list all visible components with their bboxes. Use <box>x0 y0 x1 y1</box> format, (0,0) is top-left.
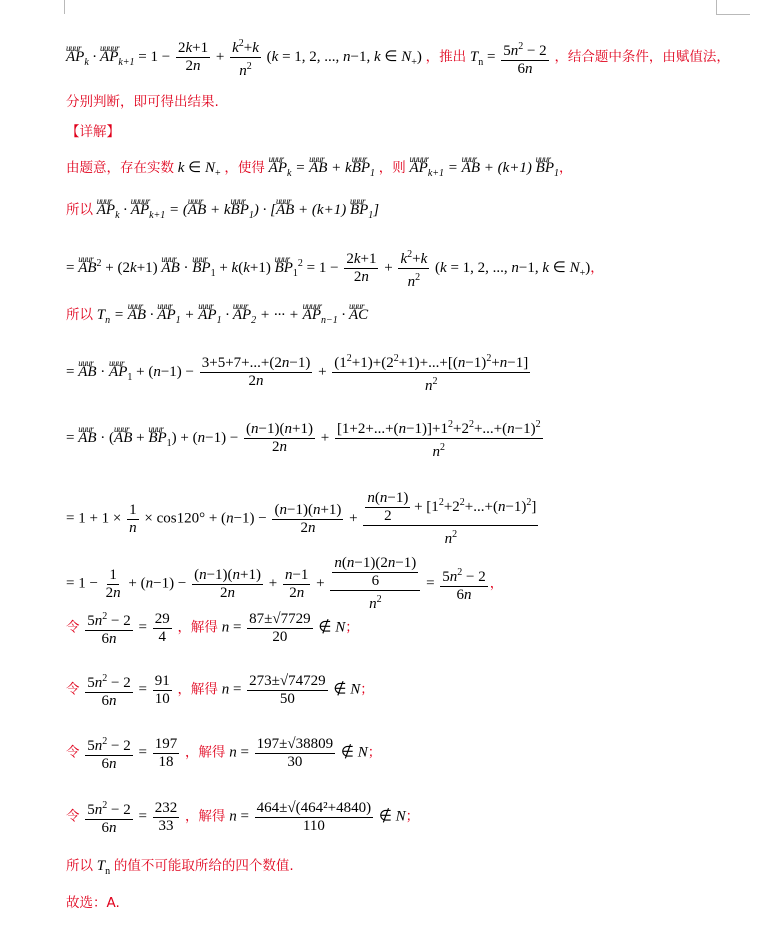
eq4-num: 232 <box>154 799 178 816</box>
eq4-ling: 令 <box>66 808 80 825</box>
line-8: = uuur AB · uuur $AP_1 + (n-1)$ − $\frac{3+5+7+...+(2n-1)}{2n}$ + $\frac{(1^2+1)+(2^2+1)+...+[(n-1)^2+n-1]}{n^2}$ <box>66 350 532 395</box>
eq1-ling: 令 <box>66 619 80 636</box>
line-1-text-a: ，推出 <box>425 48 467 65</box>
eq4-sol-den: 110 <box>302 817 325 834</box>
line-7-text: 所以 <box>66 307 93 323</box>
page-corner-mark-left <box>64 0 65 14</box>
line-5: 所以 uuur $AP_k$ · uuuur $AP_{k+1}$ = (uuur AB + kuuur $BP_1$) · [uuur AB + (k+1) uuur $BP_1$] <box>66 200 379 226</box>
line-1-text-b: ，结合题中条件，由赋值法， <box>554 48 730 65</box>
page-corner-mark-right-h <box>716 14 750 15</box>
eq2-den: 10 <box>154 690 170 707</box>
line-4-text-a: 由题意，存在实数 <box>66 160 174 176</box>
detail-heading: 【详解】 <box>66 124 120 140</box>
page-corner-mark-right <box>716 0 717 14</box>
eq3-sol-den: 30 <box>287 753 303 770</box>
eq2-sol-den: 50 <box>279 690 295 707</box>
eq3-jiede: ，解得 <box>184 744 226 761</box>
eq1-sol-num: 87±√7729 <box>249 610 311 627</box>
eq4-sol-num: 464±√(464²+4840) <box>256 799 372 816</box>
eq3-num: 197 <box>154 735 178 752</box>
line-4-text-b: ，使得 <box>224 160 265 176</box>
eq4-jiede: ，解得 <box>184 808 226 825</box>
eq1-den: 4 <box>158 628 166 645</box>
eq1-num: 29 <box>154 610 170 627</box>
line-2-text: 分别判断，即可得出结果. <box>66 94 219 110</box>
line-9: = uuur AB · (uuur AB + uuur $BP_1) + (n-1)$ − $\frac{(n-1)(n+1)}{2n}$ + $\frac{[1+2+...+(n-1)]+1^2+2^2+...+(n-1)^2}{n^2}$ <box>66 416 545 461</box>
equation-4: 令 $\frac{5n^2 - 2}{6n}$ = $\frac{232}{33}$ ，解得 n = $\frac{\text{464±√(464²+4840)}}{110}$ ∉ N； <box>66 797 419 837</box>
line-4-text-c: ，则 <box>378 160 406 176</box>
eq3-den: 18 <box>158 753 174 770</box>
equation-2: 令 $\frac{5n^2 - 2}{6n}$ = $\frac{91}{10}$ ，解得 n = $\frac{273\pm√74729}{50}$ ∉ N； <box>66 670 374 710</box>
eq1-jiede: ，解得 <box>177 619 218 636</box>
line-11: = 1 − $\frac{1}{2n}$ + (n−1) − $\frac{(n-1)(n+1)}{2n}$ + $\frac{n-1}{2n}$ + $\frac{\frac{n(n-1)(2n-1)}{6}}{n^2}$ = $\frac{5n^2 - 2}{6n}$ ， <box>66 555 504 612</box>
line-7: 所以 $T_n$ = uuur AB · uuur $AP_1$ + uuur $AP_1$ · uuur $AP_2$ + ··· + uuuur $AP_{n-1}$ · uuur AC <box>66 305 368 331</box>
line-13-text: 所以 <box>66 858 93 874</box>
line-13: 所以 $T_n$ 的值不可能取所给的四个数值. <box>66 858 294 877</box>
equation-3: 令 $\frac{5n^2 - 2}{6n}$ = $\frac{197}{18}$ ，解得 n = $\frac{197\pm√38809}{30}$ ∉ N； <box>66 733 381 773</box>
eq2-ling: 令 <box>66 681 80 698</box>
line-6: = uuur $AB^2 + (2k+1)$ uuur AB · uuur $BP_1 + k(k+1)$ uuur $BP_1^2 = 1$ − $\frac{2k+1}{2n}$ + $\frac{k^2+k}{n^2}$ (k = 1, 2, ..., n−1, k ∈ $N_+$)， <box>66 246 604 291</box>
eq2-jiede: ，解得 <box>177 681 218 698</box>
line-4: 由题意，存在实数 k ∈ $N_+$ ，使得 uuur $AP_k$ = uuur AB + kuuur $BP_1$ ，则 uuuur $AP_{k+1}$ = uuur AB + (k+1) uuur $BP_1$， <box>66 158 572 184</box>
eq3-ling: 令 <box>66 744 80 761</box>
eq3-sol-num: 197±√38809 <box>256 735 334 752</box>
eq2-sol-num: 273±√74729 <box>249 672 326 689</box>
answer-line: 故选：A. <box>66 895 120 911</box>
line-13-text-b: 的值不可能取所给的四个数值. <box>113 858 294 874</box>
eq2-num: 91 <box>154 672 170 689</box>
equation-1: 令 $\frac{5n^2 - 2}{6n}$ = $\frac{29}{4}$ ，解得 n = $\frac{87\pm√7729}{20}$ ∉ N； <box>66 608 359 648</box>
line-5-text: 所以 <box>66 202 93 218</box>
line-10: = 1 + 1 × $\frac{1}{n}$ × cos120° + (n−1) − $\frac{(n-1)(n+1)}{2n}$ + $\frac{n(n-1)}{2}$ + $[1^2+2^2+...+(n-1)^2]$ $n^2$ <box>66 490 537 547</box>
eq4-den: 33 <box>158 817 174 834</box>
eq1-sol-den: 20 <box>272 628 288 645</box>
line-1: uuur $AP_k$ · uuuur $AP_{k+1} = 1$ − $\frac{2k+1}{2n}$ + $\frac{k^2+k}{n^2}$ (k = 1, 2, ..., n−1, k ∈ $N_+$) ，推出 $T_n$ = $\frac{5n^2 - 2}{6n}$ ，结合题中条件，由赋值法， <box>66 35 730 80</box>
